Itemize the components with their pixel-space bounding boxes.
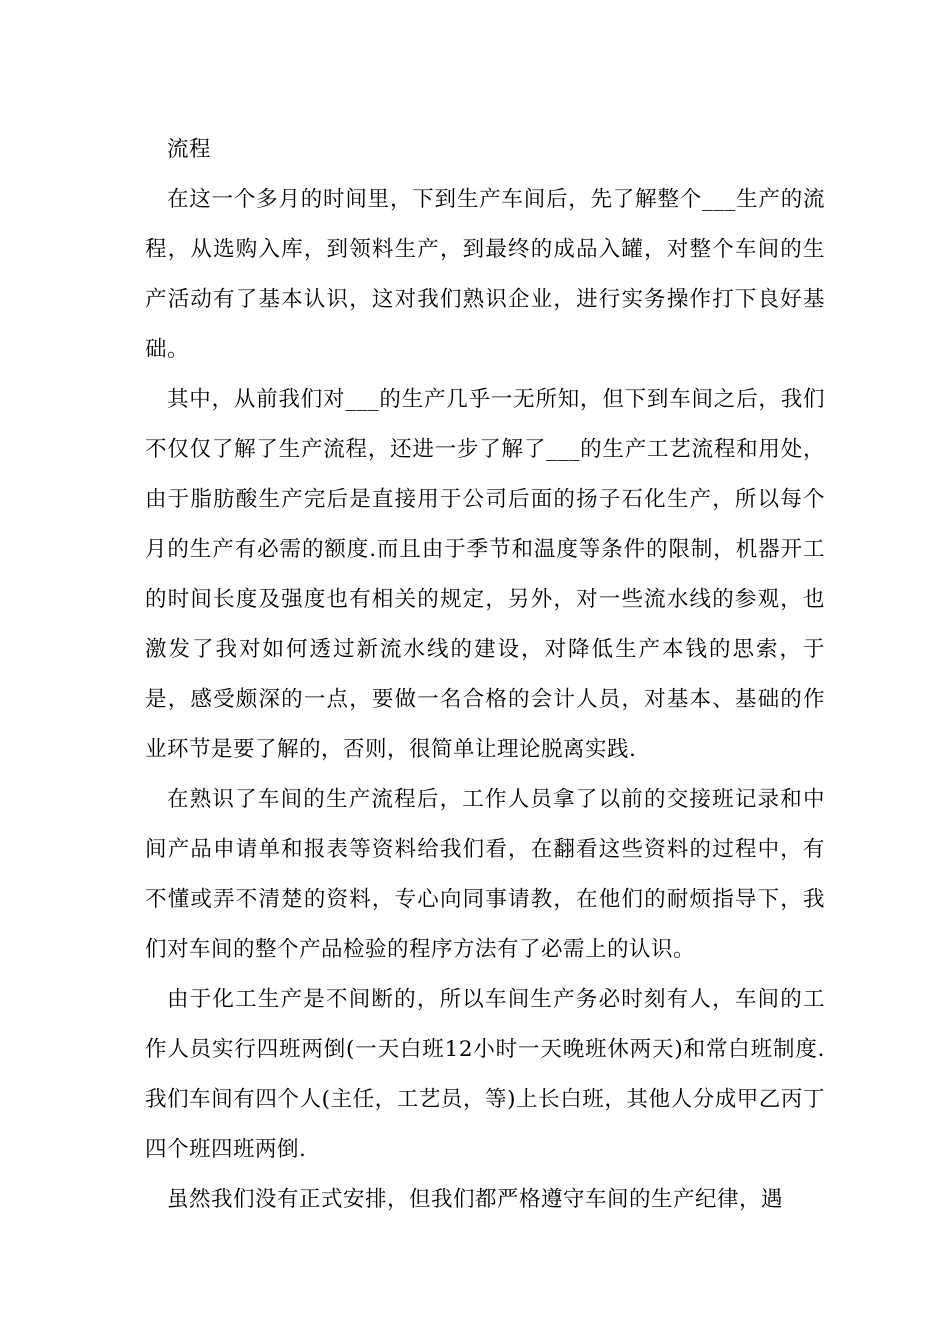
paragraph-4: 由于化工生产是不间断的，所以车间生产务必时刻有人，车间的工作人员实行四班两倒(一天白班12小时一天晚班休两天)和常白班制度.我们车间有四个人(主任，工艺员，等)上长白班，其他人分成甲乙丙丁四个班四班两倒.	[145, 987, 825, 1162]
section-heading: 流程	[167, 137, 212, 162]
paragraph-1: 在这一个多月的时间里，下到生产车间后，先了解整个___生产的流程，从选购入库，到领料生产，到最终的成品入罐，对整个车间的生产活动有了基本认识，这对我们熟识企业，进行实务操作打下良好基础。	[145, 187, 825, 362]
paragraph-5: 虽然我们没有正式安排，但我们都严格遵守车间的生产纪律，遇	[167, 1187, 784, 1212]
paragraph-3: 在熟识了车间的生产流程后，工作人员拿了以前的交接班记录和中间产品申请单和报表等资料给我们看，在翻看这些资料的过程中，有不懂或弄不清楚的资料，专心向同事请教，在他们的耐烦指导下，我们对车间的整个产品检验的程序方法有了必需上的认识。	[145, 787, 825, 962]
document-body	[145, 125, 825, 1225]
paragraph-2: 其中，从前我们对___的生产几乎一无所知，但下到车间之后，我们不仅仅了解了生产流程，还进一步了解了___的生产工艺流程和用处，由于脂肪酸生产完后是直接用于公司后面的扬子石化生产，所以每个月的生产有必需的额度.而且由于季节和温度等条件的限制，机器开工的时间长度及强度也有相关的规定，另外，对一些流水线的参观，也激发了我对如何透过新流水线的建设，对降低生产本钱的思索，于是，感受颇深的一点，要做一名合格的会计人员，对基本、基础的作业环节是要了解的，否则，很简单让理论脱离实践.	[145, 387, 825, 762]
